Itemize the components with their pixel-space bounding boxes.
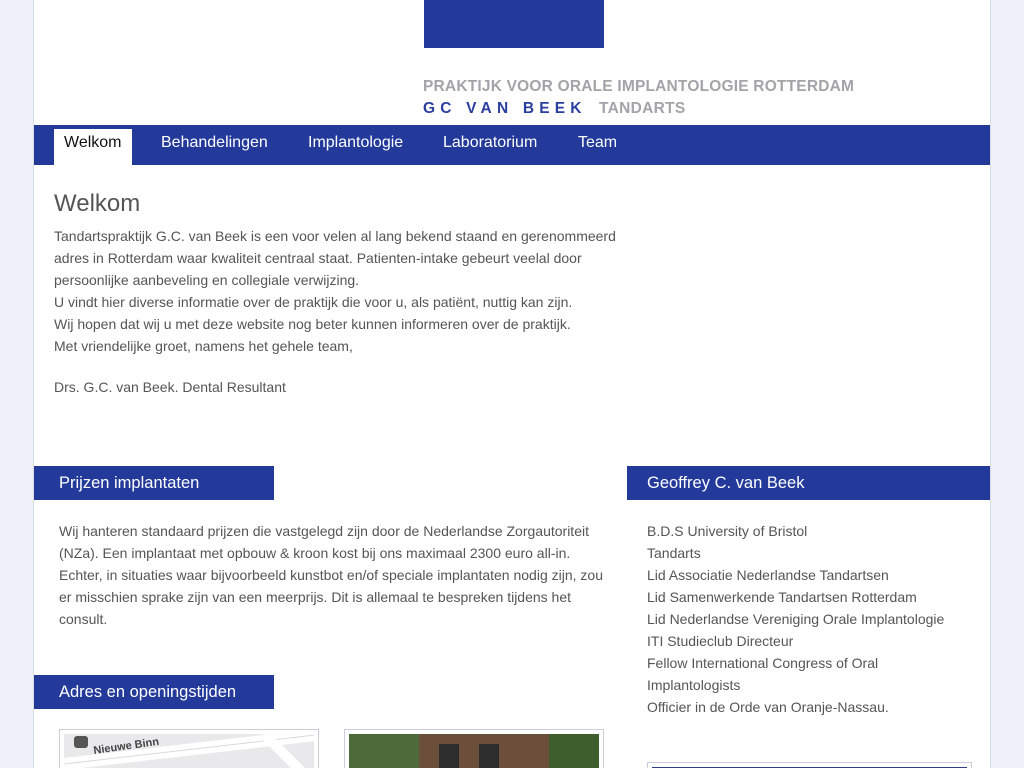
map-image: [64, 734, 314, 768]
bio-item: Fellow International Congress of Oral Implantologists: [647, 655, 879, 693]
prices-text: Wij hanteren standaard prijzen die vastgelegd zijn door de Nederlandse Zorgautoriteit (NZa). Een implantaat met opbouw & kroon kost bij ons maximaal 2300 euro all-in. Echter, in situaties waar bijvoorbeeld kunstbot en/of speciale implantaten nodig zijn, zou er misschien sprake zijn van een meerprijs. Dit is allemaal te bespreken tijdens het consult.: [59, 523, 603, 627]
brand-line: [423, 100, 686, 118]
header-tagline: PRAKTIJK VOOR ORALE IMPLANTOLOGIE ROTTERDAM: [423, 78, 855, 95]
bio-item: Lid Associatie Nederlandse Tandartsen: [647, 567, 889, 583]
welcome-paragraph: Wij hopen dat wij u met deze website nog beter kunnen informeren over de praktijk.: [54, 316, 571, 332]
nav-item-team[interactable]: Team: [578, 134, 618, 151]
nav-item-laboratorium[interactable]: Laboratorium: [443, 134, 538, 151]
map-graphic: [64, 734, 314, 768]
bio-item: Lid Samenwerkende Tandartsen Rotterdam: [647, 589, 917, 605]
photo-thumbnail[interactable]: [344, 729, 604, 768]
nav-item-welkom[interactable]: Welkom: [54, 129, 132, 169]
photo-graphic: [349, 734, 599, 768]
bio-item: B.D.S University of Bristol: [647, 523, 808, 539]
welcome-paragraph: Tandartspraktijk G.C. van Beek is een voor velen al lang bekend staand en gerenommeerd adres in Rotterdam waar kwaliteit centraal staat. Patienten-intake gebeurt veelal door persoonlijke aanbeveling en collegiale verwijzing.: [54, 228, 616, 288]
bio-item: Lid Nederlandse Vereniging Orale Implantologie: [647, 611, 945, 627]
welcome-text: [54, 225, 624, 357]
page-title: Welkom: [54, 190, 141, 217]
nav-item-implantologie[interactable]: Implantologie: [308, 134, 404, 151]
bio-section-title: Geoffrey C. van Beek: [627, 466, 991, 500]
map-street-label: Nieuwe Binn: [92, 735, 160, 757]
signature: Drs. G.C. van Beek. Dental Resultant: [54, 379, 286, 395]
nav-item-behandelingen[interactable]: Behandelingen: [161, 134, 268, 151]
address-section-title: Adres en openingstijden: [34, 675, 274, 709]
bio-list: [647, 520, 967, 718]
map-thumbnail[interactable]: [59, 729, 319, 768]
brand-sub: TANDARTS: [599, 100, 686, 117]
bio-item: Officier in de Orde van Oranje-Nassau.: [647, 699, 889, 715]
welcome-paragraph: Met vriendelijke groet, namens het gehele team,: [54, 338, 353, 354]
practice-photo: [349, 734, 599, 768]
brand-name: GC VAN BEEK: [423, 100, 587, 117]
prices-section-title: Prijzen implantaten: [34, 466, 274, 500]
logo-block[interactable]: [424, 0, 604, 48]
bio-photo-thumbnail: [647, 762, 972, 768]
welcome-paragraph: U vindt hier diverse informatie over de praktijk die voor u, als patiënt, nuttig kan zijn.: [54, 294, 573, 310]
page-container: [33, 0, 991, 768]
main-nav: [34, 125, 991, 165]
bio-item: ITI Studieclub Directeur: [647, 633, 794, 649]
bio-item: Tandarts: [647, 545, 701, 561]
